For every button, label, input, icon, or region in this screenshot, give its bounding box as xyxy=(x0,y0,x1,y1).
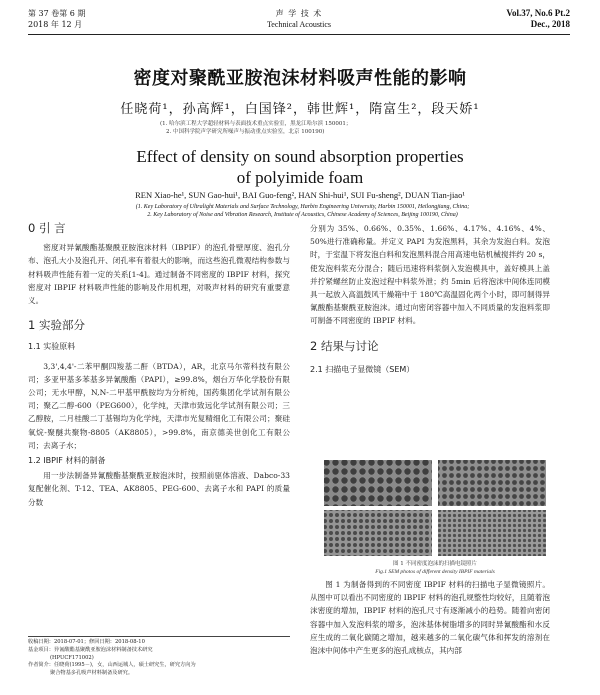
materials-paragraph: 3,3',4,4'-二苯甲酮四羧基二酐（BTDA），AR，北京马尔蒂科技有限公司；多亚甲基多苯基多异氰酸酯（PAPI），≥99.8%，烟台万华化学股份有限公司；无水甲醇，N,N-二甲基甲酰胺均为分析纯，国药集团化学试剂有限公司；聚乙二醇-600（PEG600），化学纯，天津市致远化学试剂有限公司；三乙醇胺，二月桂酸二丁基锡均为化学纯，天津市光复精细化工有限公司；聚硅氧烷-聚醚共聚物-8805（AK8805），>99.8%，南京德美世创化工有限公司；去离子水； xyxy=(28,361,290,450)
running-header xyxy=(28,6,570,35)
right-column-lower xyxy=(310,578,550,657)
section-heading-intro: 0 引 言 xyxy=(28,221,66,235)
sem-photo-c xyxy=(324,510,432,556)
footnote: 收稿日期：2018-07-01；修回日期：2018-08-10 基金项目：异氰酸酯基聚酰亚胺泡沫材料制备技术研究 (HPUCF171002) 作者简介：任晓荷(1995－)，女，山西运城人，硕士研究生，研究方向为 聚合物基多孔吸声材料制备及研究。 xyxy=(28,636,290,678)
affiliations-cn: (1. 哈尔滨工程大学超轻材料与表面技术重点实验室，黑龙江哈尔滨 150001； 2. 中国科学院声学研究所噪声与振动重点实验室，北京 100190) xyxy=(160,121,352,135)
figure-caption: 图 1 不同密度泡沫的扫描电镜照片 Fig.1 SEM photos of different density IBPIF materials xyxy=(375,561,495,575)
subsection-sem: 2.1 扫描电子显微镜（SEM） xyxy=(310,364,415,374)
header-volume: Vol.37, No.6 Pt.2 Dec., 2018 xyxy=(506,8,570,29)
sem-photo-a xyxy=(324,460,432,506)
sem-photo-d xyxy=(438,510,546,556)
intro-paragraph: 密度对异氰酸酯基聚酰亚胺泡沫材料（IBPIF）的泡孔骨壁厚度、泡孔分布、泡孔大小及泡孔开、闭孔率有着很大的影响，而这些泡孔微观结构参数与材料吸声性能有着一定的关系[1-4]。通过制备不同密度的 IBPIF 材料，探究密度对 IBPIF 材料吸声性能的影响及作用机理，对吸声材料的研究有重要意义。 xyxy=(28,243,290,306)
sem-photo-b xyxy=(438,460,546,506)
left-column xyxy=(28,222,290,509)
sem-paragraph: 图 1 为制备得到的不同密度 IBPIF 材料的扫描电子显微镜照片。从图中可以看出不同密度的 IBPIF 材料的泡孔规整性均较好，且随着泡沫密度的增加，IBPIF 材料的泡孔尺寸有逐渐减小的趋势。随着向密闭容器中加入发泡料浆的增多，泡沫基体树脂增多的同时异氰酸酯和水反应生成的二氧化碳随之增加，越来越多的二氧化碳气体和挥发的溶剂在泡沫中间体中产生更多的泡孔成核点，其内部 xyxy=(310,580,550,656)
header-issue: 第 37 卷第 6 期 2018 年 12 月 xyxy=(28,9,86,29)
sem-photo-grid xyxy=(322,458,548,558)
right-column xyxy=(310,222,550,376)
subsection-preparation: 1.2 IBPIF 材料的制备 xyxy=(28,456,106,466)
affiliations-en: (1. Key Laboratory of Ultralight Materials and Surface Technology, Harbin Engineering University, Harbin 150001, Heilongjiang, China; 2. Key Laboratory of Noise and Vibration Research, Institute of Acoustics, Chinese Academy of Sciences, Beijing 100190, China) xyxy=(135,204,470,218)
subsection-materials: 1.1 实验原料 xyxy=(28,342,76,352)
header-journal: 声 学 技 术 Technical Acoustics xyxy=(266,9,332,29)
preparation-paragraph: 用一步法制备异氰酸酯基聚酰亚胺泡沫时，按照前驱体溶液、Dabco-33 复配催化剂、T-12、TEA、AK8805、PEG-600、去离子水和 PAPI 的质量分数 xyxy=(28,471,290,507)
preparation-continued: 分别为 35%、0.66%、0.35%、1.66%、4.17%、4.16%、4%、50%进行准确称量。并定义 PAPI 为发泡黑料，其余为发泡白料。发泡时，于室温下将发泡白料和发泡黑料混合用高速电钻机械搅拌约 20 s，使发泡料浆充分混合；随后迅速将料浆倒入发泡模具中，盖好模具上盖并拧紧螺丝防止发泡过程中料浆外泄；约 5min 后将泡沫中间体连同模具一起放入高温鼓风干燥箱中于 180℃高温固化两个小时，即可制得异氰酸酯基聚酰亚胺泡沫。通过向密闭容器中加入不同质量的发泡料浆即可制备不同密度的 IBPIF 材料。 xyxy=(310,224,550,326)
page-title-cn: 密度对聚酰亚胺泡沫材料吸声性能的影响 xyxy=(133,68,467,89)
section-heading-results: 2 结果与讨论 xyxy=(310,338,379,353)
authors-en: REN Xiao-he¹, SUN Gao-hui¹, BAI Guo-feng², HAN Shi-hui¹, SUI Fu-sheng², DUAN Tian-jiao¹ xyxy=(135,190,465,200)
authors-cn: 任晓荷¹，孙高辉¹，白国锋²，韩世辉¹，隋富生²，段天娇¹ xyxy=(120,102,480,117)
page-title-en: Effect of density on sound absorption properties of polyimide foam xyxy=(136,147,464,187)
sem-figure xyxy=(322,458,548,558)
section-heading-experiment: 1 实验部分 xyxy=(28,318,85,333)
